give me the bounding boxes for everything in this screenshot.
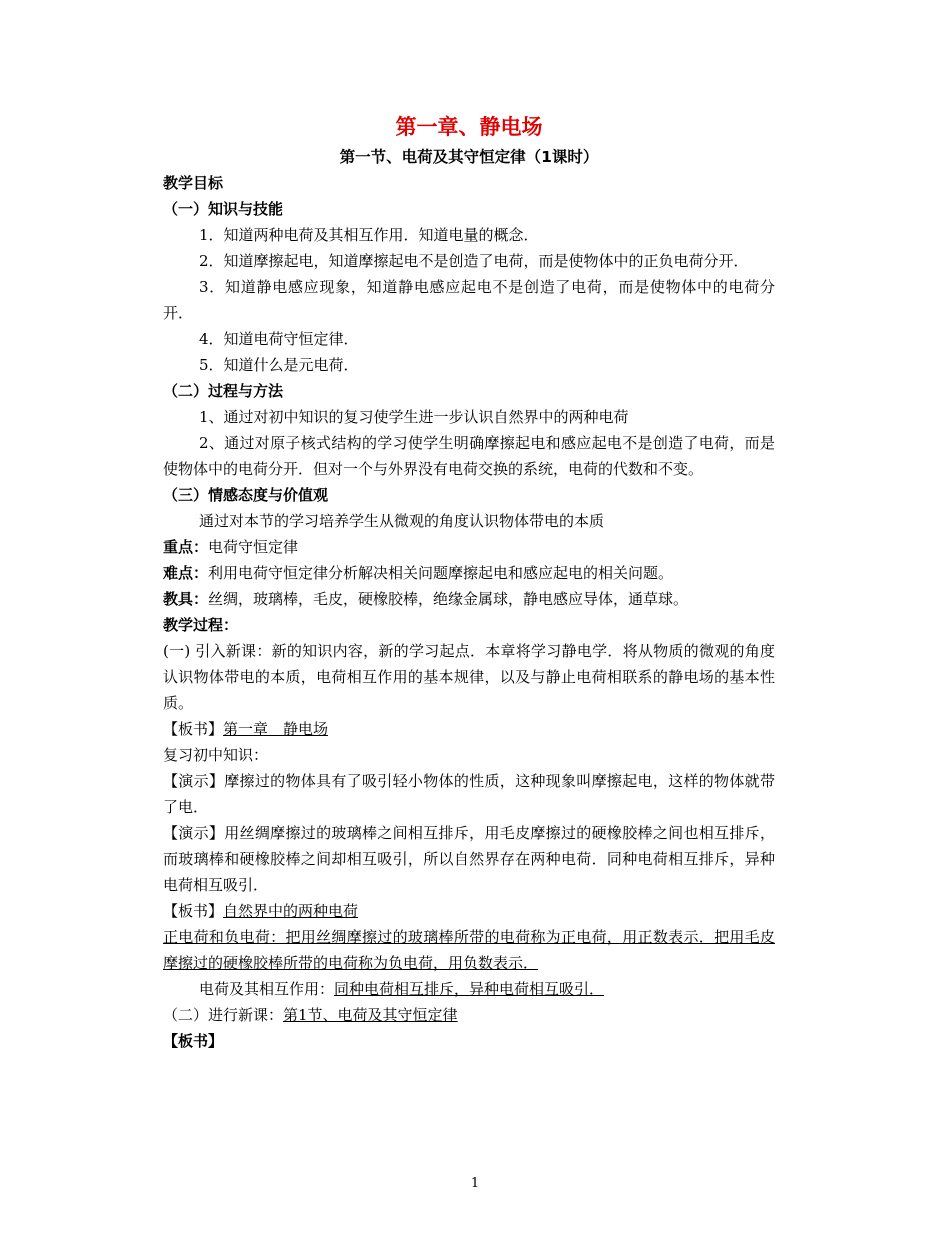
new-lesson-line — [163, 1002, 775, 1028]
goal-item-5: 5．知道什么是元电荷． — [199, 356, 359, 374]
board-label: 【板书】 — [163, 902, 224, 920]
difficulty-text: 利用电荷守恒定律分析解决相关问题摩擦起电和感应起电的相关问题。 — [208, 564, 674, 582]
interaction-label: 电荷及其相互作用： — [199, 980, 335, 998]
demo-1-text: 摩擦过的物体具有了吸引轻小物体的性质，这种现象叫摩擦起电，这样的物体就带了电． — [163, 772, 775, 816]
new-lesson-text: 第1节、电荷及其守恒定律 — [283, 1006, 458, 1024]
demo-2-text: 用丝绸摩擦过的玻璃棒之间相互排斥，用毛皮摩擦过的硬橡胶棒之间也相互排斥，而玻璃棒和硬橡胶棒之间却相互吸引，所以自然界存在两种电荷．同种电荷相互排斥，异种电荷相互吸引． — [163, 824, 775, 894]
knowledge-heading: （一）知识与技能 — [163, 200, 284, 218]
goal-item-4: 4．知道电荷守恒定律． — [199, 330, 359, 348]
emotion-heading: （三）情感态度与价值观 — [163, 486, 329, 504]
tools-label: 教具： — [163, 590, 209, 608]
chapter-title: 第一章、静电场 — [395, 115, 543, 139]
key-point — [163, 534, 775, 560]
board-label: 【板书】 — [163, 720, 224, 738]
demo-1 — [163, 768, 775, 820]
demo-label: 【演示】 — [163, 824, 225, 842]
new-lesson-label: （二）进行新课： — [163, 1006, 284, 1024]
goal-item-1: 1．知道两种电荷及其相互作用．知道电量的概念． — [199, 226, 539, 244]
process-method-heading: （二）过程与方法 — [163, 382, 284, 400]
board-1 — [163, 716, 775, 742]
method-item-2: 2、通过对原子核式结构的学习使学生明确摩擦起电和感应起电不是创造了电荷，而是使物体中的电荷分开．但对一个与外界没有电荷交换的系统，电荷的代数和不变。 — [163, 434, 775, 478]
goals-heading: 教学目标 — [163, 174, 224, 192]
method-item-1: 1、通过对初中知识的复习使学生进一步认识自然界中的两种电荷 — [199, 408, 629, 426]
board-2 — [163, 898, 775, 924]
page-number: 1 — [470, 1176, 480, 1191]
key-label: 重点： — [163, 538, 209, 556]
difficulty — [163, 560, 775, 586]
difficulty-label: 难点： — [163, 564, 209, 582]
charges-definition: 正电荷和负电荷：把用丝绸摩擦过的玻璃棒所带的电荷称为正电荷，用正数表示．把用毛皮摩擦过的硬橡胶棒所带的电荷称为负电荷，用负数表示． — [163, 928, 775, 972]
emotion-text: 通过对本节的学习培养学生从微观的角度认识物体带电的本质 — [199, 512, 605, 530]
tools-text: 丝绸，玻璃棒，毛皮，硬橡胶棒，绝缘金属球，静电感应导体，通草球。 — [208, 590, 689, 608]
board-3: 【板书】 — [163, 1032, 224, 1050]
interaction-text: 同种电荷相互排斥，异种电荷相互吸引． — [334, 980, 605, 998]
key-text: 电荷守恒定律 — [208, 538, 299, 556]
review-line: 复习初中知识： — [163, 746, 269, 764]
intro-paragraph: (一) 引入新课：新的知识内容，新的学习起点．本章将学习静电学．将从物质的微观的角度认识物体带电的本质，电荷相互作用的基本规律，以及与静止电荷相联系的静电场的基本性质。 — [163, 642, 775, 712]
board-1-text: 第一章 静电场 — [223, 720, 329, 738]
goal-item-3: 3．知道静电感应现象，知道静电感应起电不是创造了电荷，而是使物体中的电荷分开． — [163, 278, 775, 322]
goal-item-2: 2．知道摩擦起电，知道摩擦起电不是创造了电荷，而是使物体中的正负电荷分开． — [199, 252, 749, 270]
demo-2 — [163, 820, 775, 898]
teaching-tools — [163, 586, 775, 612]
document-page — [163, 110, 775, 1054]
teaching-process-heading: 教学过程： — [163, 616, 239, 634]
section-subtitle: 第一节、电荷及其守恒定律（1课时） — [339, 148, 599, 166]
demo-label: 【演示】 — [163, 772, 225, 790]
board-2-text: 自然界中的两种电荷 — [223, 902, 359, 920]
interaction-line — [163, 976, 775, 1002]
